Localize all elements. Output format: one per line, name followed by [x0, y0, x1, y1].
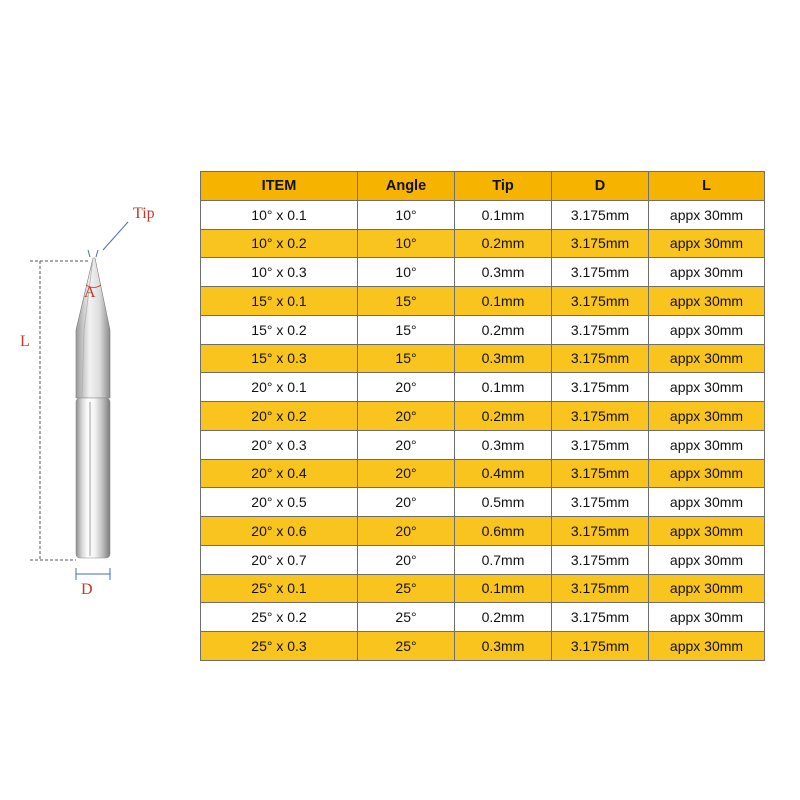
cell-l: appx 30mm [649, 430, 765, 459]
cell-angle: 15° [358, 344, 455, 373]
cell-item: 20° x 0.2 [201, 402, 358, 431]
cell-l: appx 30mm [649, 545, 765, 574]
cell-d: 3.175mm [552, 200, 649, 229]
cell-d: 3.175mm [552, 574, 649, 603]
cell-angle: 20° [358, 545, 455, 574]
table-row [201, 402, 765, 431]
cell-d: 3.175mm [552, 545, 649, 574]
header-tip: Tip [455, 172, 552, 201]
cell-d: 3.175mm [552, 402, 649, 431]
cell-item: 20° x 0.5 [201, 488, 358, 517]
cell-item: 15° x 0.3 [201, 344, 358, 373]
diameter-label: D [81, 581, 93, 598]
cell-angle: 20° [358, 488, 455, 517]
table-row [201, 603, 765, 632]
cell-item: 15° x 0.1 [201, 287, 358, 316]
header-angle: Angle [358, 172, 455, 201]
cell-item: 20° x 0.6 [201, 517, 358, 546]
table-body [201, 200, 765, 660]
cell-l: appx 30mm [649, 373, 765, 402]
cell-angle: 25° [358, 574, 455, 603]
table-row [201, 632, 765, 661]
table-row [201, 545, 765, 574]
table-row [201, 258, 765, 287]
tip-label: Tip [133, 205, 155, 222]
cell-tip: 0.3mm [455, 344, 552, 373]
length-label: L [20, 333, 30, 350]
header-item: ITEM [201, 172, 358, 201]
cell-angle: 10° [358, 229, 455, 258]
cell-tip: 0.1mm [455, 373, 552, 402]
cell-angle: 20° [358, 402, 455, 431]
cell-angle: 10° [358, 258, 455, 287]
cell-d: 3.175mm [552, 229, 649, 258]
table-row [201, 373, 765, 402]
cell-d: 3.175mm [552, 373, 649, 402]
cell-l: appx 30mm [649, 229, 765, 258]
table-header-row [201, 172, 765, 201]
cell-item: 10° x 0.1 [201, 200, 358, 229]
cell-tip: 0.6mm [455, 517, 552, 546]
cell-tip: 0.4mm [455, 459, 552, 488]
table-row [201, 517, 765, 546]
cell-d: 3.175mm [552, 258, 649, 287]
cell-item: 15° x 0.2 [201, 315, 358, 344]
table-row [201, 344, 765, 373]
cell-tip: 0.1mm [455, 287, 552, 316]
cell-angle: 20° [358, 459, 455, 488]
cell-item: 25° x 0.2 [201, 603, 358, 632]
cell-tip: 0.3mm [455, 430, 552, 459]
table-row [201, 574, 765, 603]
cell-tip: 0.2mm [455, 315, 552, 344]
cell-item: 25° x 0.3 [201, 632, 358, 661]
tip-leader-line [103, 222, 128, 250]
bit-cutting-head [76, 258, 110, 398]
cell-tip: 0.5mm [455, 488, 552, 517]
table-row [201, 229, 765, 258]
cell-l: appx 30mm [649, 315, 765, 344]
cell-l: appx 30mm [649, 574, 765, 603]
cell-tip: 0.3mm [455, 258, 552, 287]
table-row [201, 200, 765, 229]
cell-d: 3.175mm [552, 287, 649, 316]
cell-l: appx 30mm [649, 258, 765, 287]
specification-table [200, 171, 765, 661]
cell-angle: 20° [358, 373, 455, 402]
cell-item: 20° x 0.3 [201, 430, 358, 459]
cell-item: 20° x 0.7 [201, 545, 358, 574]
cell-item: 20° x 0.4 [201, 459, 358, 488]
cell-item: 10° x 0.2 [201, 229, 358, 258]
cell-d: 3.175mm [552, 488, 649, 517]
cell-angle: 20° [358, 430, 455, 459]
cell-l: appx 30mm [649, 402, 765, 431]
cell-item: 10° x 0.3 [201, 258, 358, 287]
cell-tip: 0.2mm [455, 229, 552, 258]
cell-l: appx 30mm [649, 459, 765, 488]
tip-marker-right [96, 250, 98, 257]
table-row [201, 459, 765, 488]
cell-l: appx 30mm [649, 603, 765, 632]
cell-angle: 20° [358, 517, 455, 546]
header-d: D [552, 172, 649, 201]
cell-tip: 0.1mm [455, 574, 552, 603]
cell-angle: 25° [358, 603, 455, 632]
angle-label: A [84, 284, 96, 301]
bit-drawing [76, 258, 110, 558]
cell-d: 3.175mm [552, 315, 649, 344]
cell-tip: 0.1mm [455, 200, 552, 229]
cell-item: 20° x 0.1 [201, 373, 358, 402]
engraving-bit-diagram [0, 0, 200, 800]
cell-angle: 15° [358, 287, 455, 316]
cell-tip: 0.7mm [455, 545, 552, 574]
header-l: L [649, 172, 765, 201]
cell-l: appx 30mm [649, 488, 765, 517]
cell-l: appx 30mm [649, 344, 765, 373]
cell-l: appx 30mm [649, 287, 765, 316]
cell-tip: 0.3mm [455, 632, 552, 661]
bit-shank [76, 398, 110, 558]
cell-angle: 15° [358, 315, 455, 344]
cell-d: 3.175mm [552, 430, 649, 459]
table-row [201, 488, 765, 517]
table-row [201, 287, 765, 316]
cell-tip: 0.2mm [455, 603, 552, 632]
cell-d: 3.175mm [552, 517, 649, 546]
cell-d: 3.175mm [552, 459, 649, 488]
cell-l: appx 30mm [649, 517, 765, 546]
cell-l: appx 30mm [649, 632, 765, 661]
table-row [201, 315, 765, 344]
cell-item: 25° x 0.1 [201, 574, 358, 603]
cell-d: 3.175mm [552, 603, 649, 632]
cell-l: appx 30mm [649, 200, 765, 229]
cell-d: 3.175mm [552, 632, 649, 661]
cell-tip: 0.2mm [455, 402, 552, 431]
cell-angle: 25° [358, 632, 455, 661]
table-row [201, 430, 765, 459]
cell-angle: 10° [358, 200, 455, 229]
cell-d: 3.175mm [552, 344, 649, 373]
tip-marker-left [88, 250, 90, 257]
